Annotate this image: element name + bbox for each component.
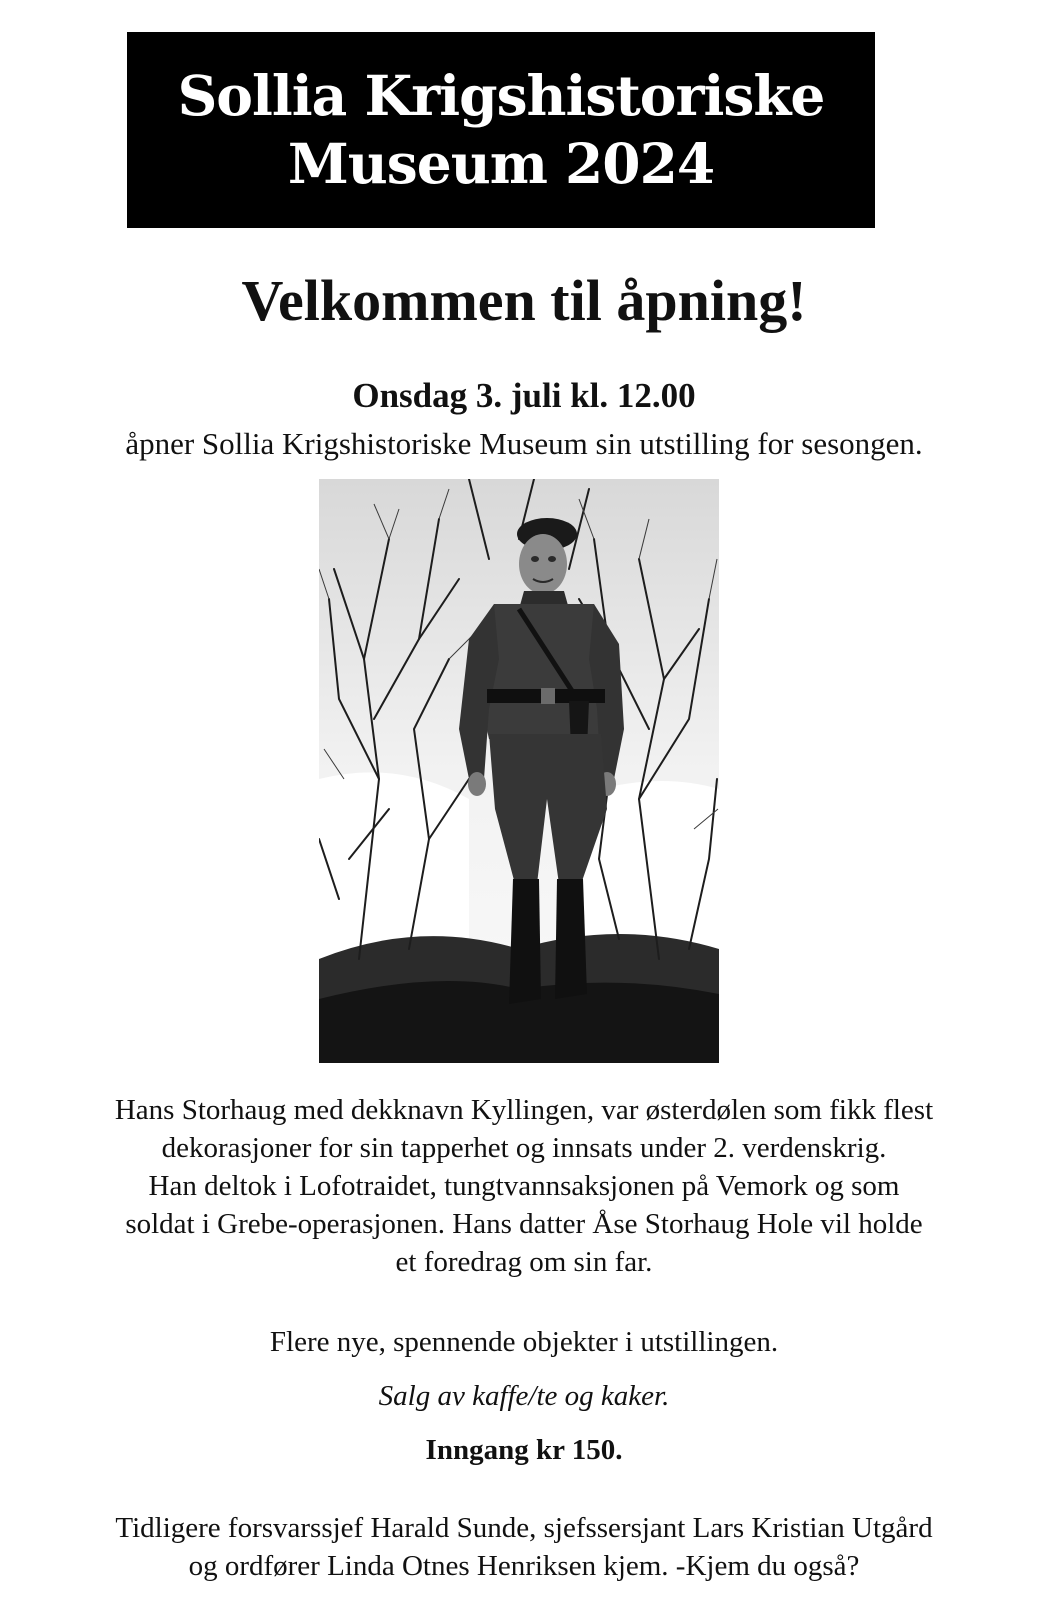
welcome-headline: Velkommen til åpning! (241, 268, 807, 333)
bio-line: dekorasjoner for sin tapperhet og innsats under 2. verdenskrig. (161, 1132, 887, 1164)
soldier-photo (319, 479, 719, 1063)
title-banner (127, 32, 875, 228)
coffee-sale-text: Salg av kaffe/te og kaker. (378, 1380, 670, 1412)
intro-text: åpner Sollia Krigshistoriske Museum sin utstilling for sesongen. (125, 426, 923, 461)
bio-paragraph (0, 1091, 1048, 1281)
banner-title-line-1: Sollia Krigshistoriske (177, 63, 825, 128)
new-objects-text: Flere nye, spennende objekter i utstillingen. (269, 1326, 779, 1358)
guests-line: og ordfører Linda Otnes Henriksen kjem. -Kjem du også? (188, 1550, 860, 1582)
entry-price: Inngang kr 150. (425, 1434, 623, 1466)
event-date: Onsdag 3. juli kl. 12.00 (352, 376, 696, 415)
bio-line: et foredrag om sin far. (395, 1246, 653, 1278)
guests-line: Tidligere forsvarssjef Harald Sunde, sjefssersjant Lars Kristian Utgård (115, 1512, 933, 1544)
banner-title-line-2: Museum 2024 (287, 131, 715, 196)
guests-paragraph (0, 1509, 1048, 1585)
bio-line: Hans Storhaug med dekknavn Kyllingen, var østerdølen som fikk flest (114, 1094, 934, 1126)
bio-line: Han deltok i Lofotraidet, tungtvannsaksjonen på Vemork og som (148, 1170, 900, 1202)
bio-line: soldat i Grebe-operasjonen. Hans datter Åse Storhaug Hole vil holde (125, 1208, 923, 1240)
